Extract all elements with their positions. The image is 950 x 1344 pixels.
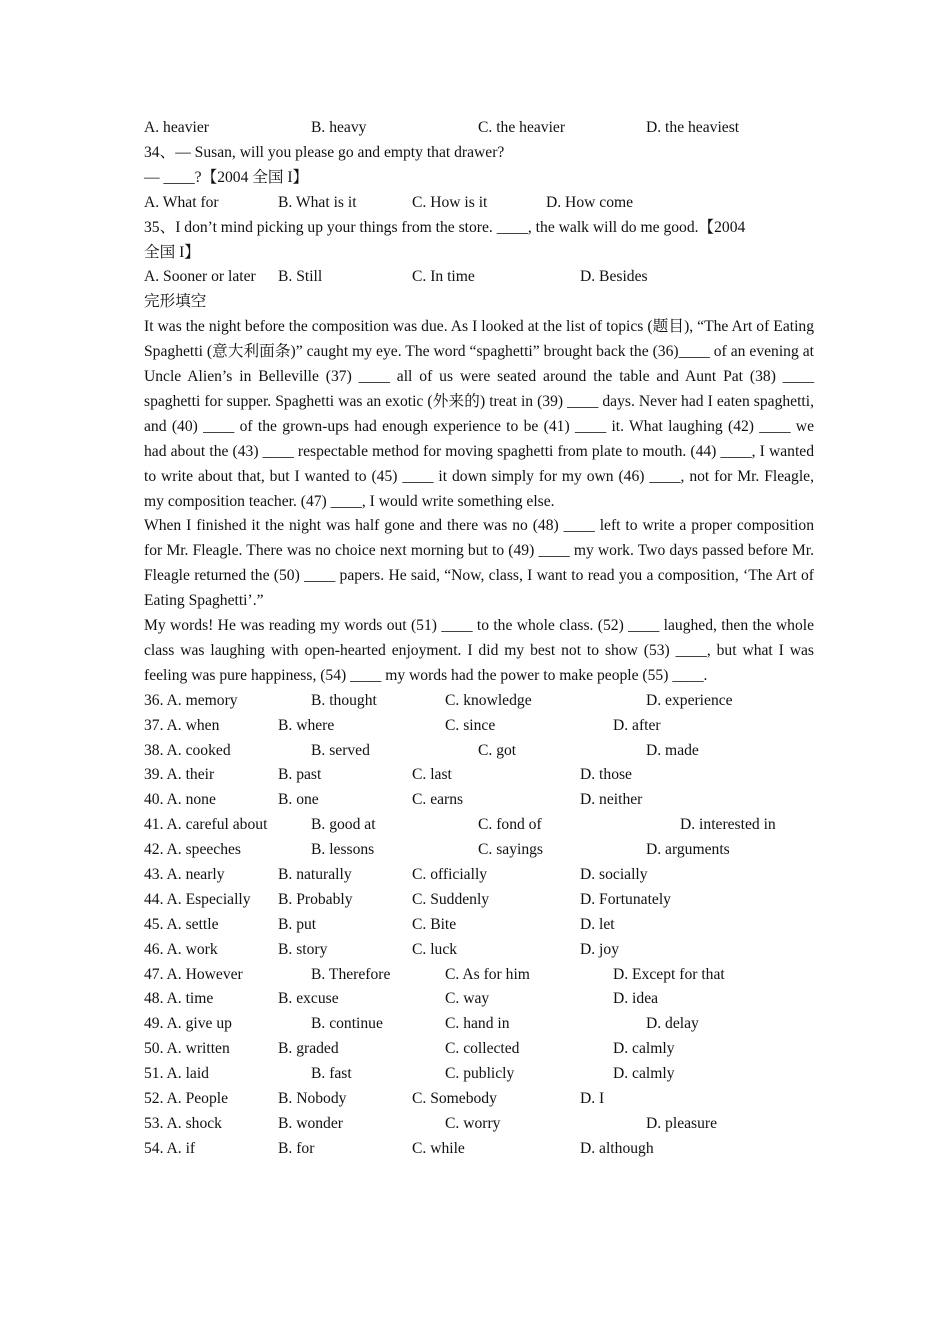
option-d: D. made <box>646 741 699 759</box>
question-row-44 <box>144 888 814 913</box>
question-53-a: 53. A. shock <box>144 1114 222 1132</box>
q34-stem: 34、— Susan, will you please go and empty that drawer? <box>144 143 505 161</box>
option-c: C. got <box>478 741 517 759</box>
option-d: D. joy <box>580 940 619 958</box>
question-46-a: 46. A. work <box>144 940 218 958</box>
option-d: D. arguments <box>646 841 730 859</box>
question-row-52 <box>144 1087 814 1112</box>
question-45-a: 45. A. settle <box>144 915 219 933</box>
question-39-a: 39. A. their <box>144 766 215 784</box>
option-b: B. graded <box>278 1040 339 1058</box>
question-row-41 <box>144 813 814 838</box>
option-c: C. As for him <box>445 965 530 983</box>
option-c: C. hand in <box>445 1015 510 1033</box>
option-b: B. fast <box>311 1065 352 1083</box>
option-b: B. lessons <box>311 841 375 859</box>
question-row-46 <box>144 938 814 963</box>
option-c: C. Somebody <box>412 1090 497 1108</box>
option-b: B. wonder <box>278 1114 343 1132</box>
option-b: B. Nobody <box>278 1090 347 1108</box>
option-d: D. those <box>580 766 632 784</box>
option-d: D. idea <box>613 990 659 1008</box>
option-c: C. last <box>412 766 452 784</box>
question-43-a: 43. A. nearly <box>144 866 225 884</box>
option-c: C. since <box>445 716 496 734</box>
option-c: C. worry <box>445 1114 501 1132</box>
q34-options <box>144 191 814 216</box>
section-title: 完形填空 <box>144 293 207 311</box>
q34-stem-line2: — ____?【2004 全国 I】 <box>144 168 309 186</box>
option-c: C. fond of <box>478 816 542 834</box>
question-row-47 <box>144 963 814 988</box>
question-49-a: 49. A. give up <box>144 1015 232 1033</box>
option-b: B. continue <box>311 1015 383 1033</box>
passage-paragraph-3: My words! He was reading my words out (51) ____ to the whole class. (52) ____ laughed, then the whole class was laughing with open-hearted enjoyment. I did my best not to show (53) ____, but what I was feeling was pure happiness, (54) ____ my words had the power to make people (55) ____. <box>144 617 814 684</box>
option-d: D. neither <box>580 791 643 809</box>
option-c: C. How is it <box>412 193 488 211</box>
cloze-passage <box>144 315 814 689</box>
question-50-a: 50. A. written <box>144 1040 230 1058</box>
option-a: A. heavier <box>144 119 209 136</box>
option-b: B. put <box>278 915 317 933</box>
option-c: C. collected <box>445 1040 520 1058</box>
option-c: C. knowledge <box>445 691 532 709</box>
question-row-37 <box>144 714 814 739</box>
option-b: B. for <box>278 1139 315 1157</box>
q35-options <box>144 265 814 290</box>
option-d: D. experience <box>646 691 733 709</box>
question-36-a: 36. A. memory <box>144 691 238 709</box>
question-row-43 <box>144 863 814 888</box>
q35-stem-line2: 全国 I】 <box>144 243 200 261</box>
question-44-a: 44. A. Especially <box>144 890 251 908</box>
question-row-42 <box>144 838 814 863</box>
option-c: C. while <box>412 1139 465 1157</box>
option-d: D. although <box>580 1139 654 1157</box>
question-row-40 <box>144 788 814 813</box>
option-c: C. way <box>445 990 490 1008</box>
option-b: B. heavy <box>311 119 367 136</box>
question-row-51 <box>144 1062 814 1087</box>
option-a: A. What for <box>144 193 219 211</box>
option-d: D. pleasure <box>646 1114 718 1132</box>
option-c: C. the heavier <box>478 119 566 136</box>
question-row-48 <box>144 987 814 1012</box>
option-c: C. In time <box>412 268 475 286</box>
option-d: D. Fortunately <box>580 890 671 908</box>
question-list <box>144 689 814 1162</box>
option-b: B. thought <box>311 691 377 709</box>
question-row-50 <box>144 1037 814 1062</box>
option-d: D. calmly <box>613 1065 675 1083</box>
option-c: C. Bite <box>412 915 457 933</box>
option-b: B. where <box>278 716 335 734</box>
question-48-a: 48. A. time <box>144 990 214 1008</box>
option-b: B. story <box>278 940 328 958</box>
question-row-38 <box>144 739 814 764</box>
option-b: B. Therefore <box>311 965 391 983</box>
option-b: B. past <box>278 766 322 784</box>
option-b: B. Probably <box>278 890 353 908</box>
option-c: C. officially <box>412 866 488 884</box>
option-b: B. What is it <box>278 193 357 211</box>
option-d: D. after <box>613 716 661 734</box>
document-page <box>144 116 814 1162</box>
question-41-a: 41. A. careful about <box>144 816 268 834</box>
option-d: D. How come <box>546 193 634 211</box>
option-b: B. good at <box>311 816 376 834</box>
option-d: D. interested in <box>680 816 776 834</box>
option-d: D. let <box>580 915 615 933</box>
question-37-a: 37. A. when <box>144 716 220 734</box>
question-row-36 <box>144 689 814 714</box>
option-d: D. delay <box>646 1015 699 1033</box>
option-c: C. sayings <box>478 841 543 859</box>
option-b: B. naturally <box>278 866 352 884</box>
question-42-a: 42. A. speeches <box>144 841 242 859</box>
q35-stem: 35、I don’t mind picking up your things from the store. ____, the walk will do me good.【2004 <box>144 218 746 236</box>
question-47-a: 47. A. However <box>144 965 243 983</box>
option-c: C. earns <box>412 791 464 809</box>
question-40-a: 40. A. none <box>144 791 216 809</box>
option-d: D. calmly <box>613 1040 675 1058</box>
passage-paragraph-2: When I finished it the night was half gone and there was no (48) ____ left to write a proper composition for Mr. Fleagle. There was no choice next morning but to (49) ____ my work. Two days passed before Mr. Fleagle returned the (50) ____ papers. He said, “Now, class, I want to read you a composition, ‘The Art of Eating Spaghetti’.” <box>144 517 814 610</box>
question-row-53 <box>144 1112 814 1137</box>
q33-options <box>144 116 814 141</box>
option-b: B. one <box>278 791 319 809</box>
question-row-49 <box>144 1012 814 1037</box>
option-c: C. luck <box>412 940 458 958</box>
option-d: D. Except for that <box>613 965 725 983</box>
question-54-a: 54. A. if <box>144 1139 196 1157</box>
option-c: C. publicly <box>445 1065 515 1083</box>
option-c: C. Suddenly <box>412 890 490 908</box>
question-52-a: 52. A. People <box>144 1090 229 1108</box>
option-d: D. I <box>580 1090 605 1108</box>
question-38-a: 38. A. cooked <box>144 741 231 759</box>
option-a: A. Sooner or later <box>144 268 256 286</box>
option-b: B. excuse <box>278 990 339 1008</box>
question-row-54 <box>144 1137 814 1162</box>
question-row-45 <box>144 913 814 938</box>
option-d: D. the heaviest <box>646 119 740 136</box>
option-d: D. socially <box>580 866 648 884</box>
question-row-39 <box>144 763 814 788</box>
question-51-a: 51. A. laid <box>144 1065 209 1083</box>
option-b: B. served <box>311 741 370 759</box>
option-b: B. Still <box>278 268 323 286</box>
option-d: D. Besides <box>580 268 648 286</box>
passage-paragraph-1: It was the night before the composition was due. As I looked at the list of topics (题目), “The Art of Eating Spaghetti (意大利面条)” caught my eye. The word “spaghetti” brought back the (36)____ of an evening at Uncle Alien’s in Belleville (37) ____ all of us were seated around the table and Aunt Pat (38) ____ spaghetti for supper. Spaghetti was an exotic (外来的) treat in (39) ____ days. Never had I eaten spaghetti, and (40) ____ of the grown-ups had enough experience to be (41) ____ it. What laughing (42) ____ we had about the (43) ____ respectable method for moving spaghetti from plate to mouth. (44) ____, I wanted to write about that, but I wanted to (45) ____ it down simply for my own (46) ____, not for Mr. Fleagle, my composition teacher. (47) ____, I would write something else. <box>144 318 814 510</box>
